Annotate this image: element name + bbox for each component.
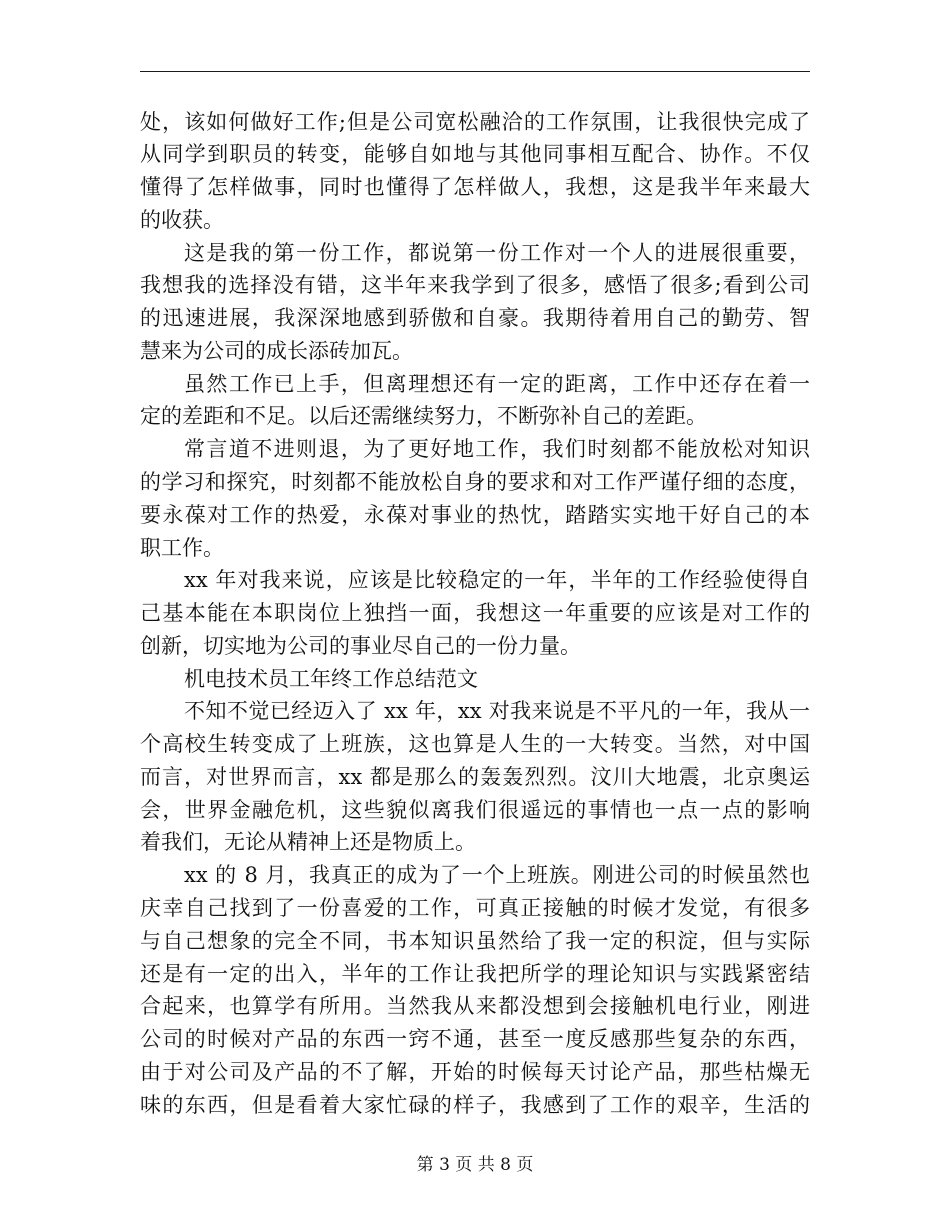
text-line: 要永葆对工作的热爱，永葆对事业的热忱，踏踏实实地干好自己的本: [140, 502, 810, 527]
text-line: 庆幸自己找到了一份喜爱的工作，可真正接触的时候才发觉，有很多: [140, 895, 810, 920]
text-line: 与自己想象的完全不同，书本知识虽然给了我一定的积淀，但与实际: [140, 928, 810, 953]
text-line: 个高校生转变成了上班族，这也算是人生的一大转变。当然，对中国: [140, 732, 810, 757]
paragraph: [140, 859, 810, 1121]
text-line: 的迅速进展，我深深地感到骄傲和自豪。我期待着用自己的勤劳、智: [140, 306, 810, 331]
text-line: 慧来为公司的成长添砖加瓦。: [140, 338, 413, 363]
text-line: 从同学到职员的转变，能够自如地与其他同事相互配合、协作。不仅: [140, 142, 810, 167]
text-line: 公司的时候对产品的东西一窍不通，甚至一度反感那些复杂的东西，: [140, 1027, 810, 1052]
text-line: 创新，切实地为公司的事业尽自己的一份力量。: [140, 633, 581, 658]
text-line: xx 年对我来说，应该是比较稳定的一年，半年的工作经验使得自: [184, 568, 810, 593]
text-line: 常言道不进则退，为了更好地工作，我们时刻都不能放松对知识: [184, 437, 810, 462]
text-line: 这是我的第一份工作，都说第一份工作对一个人的进展很重要，: [184, 240, 810, 265]
paragraph: [140, 695, 810, 859]
paragraph: [140, 106, 810, 237]
text-line: 着我们，无论从精神上还是物质上。: [140, 830, 476, 855]
text-line: 合起来，也算学有所用。当然我从来都没想到会接触机电行业，刚进: [140, 994, 810, 1019]
paragraph: [140, 564, 810, 662]
text-line: 味的东西，但是看着大家忙碌的样子，我感到了工作的艰辛，生活的: [140, 1092, 810, 1117]
text-line: 还是有一定的出入，半年的工作让我把所学的理论知识与实践紧密结: [140, 961, 810, 986]
section-heading-block: [140, 663, 810, 696]
text-line: 己基本能在本职岗位上独挡一面，我想这一年重要的应该是对工作的: [140, 601, 810, 626]
text-line: 而言，对世界而言，xx 都是那么的轰轰烈烈。汶川大地震，北京奥运: [140, 764, 810, 789]
text-line: 的学习和探究，时刻都不能放松自身的要求和对工作严谨仔细的态度，: [140, 470, 810, 495]
paragraph: [140, 433, 810, 564]
page-footer: [0, 1152, 950, 1178]
text-line: 处，该如何做好工作;但是公司宽松融洽的工作氛围，让我很快完成了: [140, 109, 810, 134]
page-number-label: 第 3 页 共 8 页: [416, 1155, 534, 1175]
text-line: 懂得了怎样做事，同时也懂得了怎样做人，我想，这是我半年来最大: [140, 175, 810, 200]
paragraph: [140, 368, 810, 434]
header-rule: [140, 71, 810, 72]
text-line: 由于对公司及产品的不了解，开始的时候每天讨论产品，那些枯燥无: [140, 1059, 810, 1084]
text-line: 不知不觉已经迈入了 xx 年，xx 对我来说是不平凡的一年，我从一: [184, 699, 810, 724]
text-line: 会，世界金融危机，这些貌似离我们很遥远的事情也一点一点的影响: [140, 797, 810, 822]
text-line: 的收获。: [140, 207, 224, 232]
paragraph: [140, 237, 810, 368]
text-line: 职工作。: [140, 535, 224, 560]
text-line: 虽然工作已上手，但离理想还有一定的距离，工作中还存在着一: [184, 371, 810, 396]
text-line: 定的差距和不足。以后还需继续努力，不断弥补自己的差距。: [140, 404, 707, 429]
body-text: [140, 106, 810, 1122]
text-line: 我想我的选择没有错，这半年来我学到了很多，感悟了很多;看到公司: [140, 273, 810, 298]
text-line: xx 的 8 月，我真正的成为了一个上班族。刚进公司的时候虽然也: [184, 863, 810, 888]
section-heading: 机电技术员工年终工作总结范文: [184, 666, 478, 691]
